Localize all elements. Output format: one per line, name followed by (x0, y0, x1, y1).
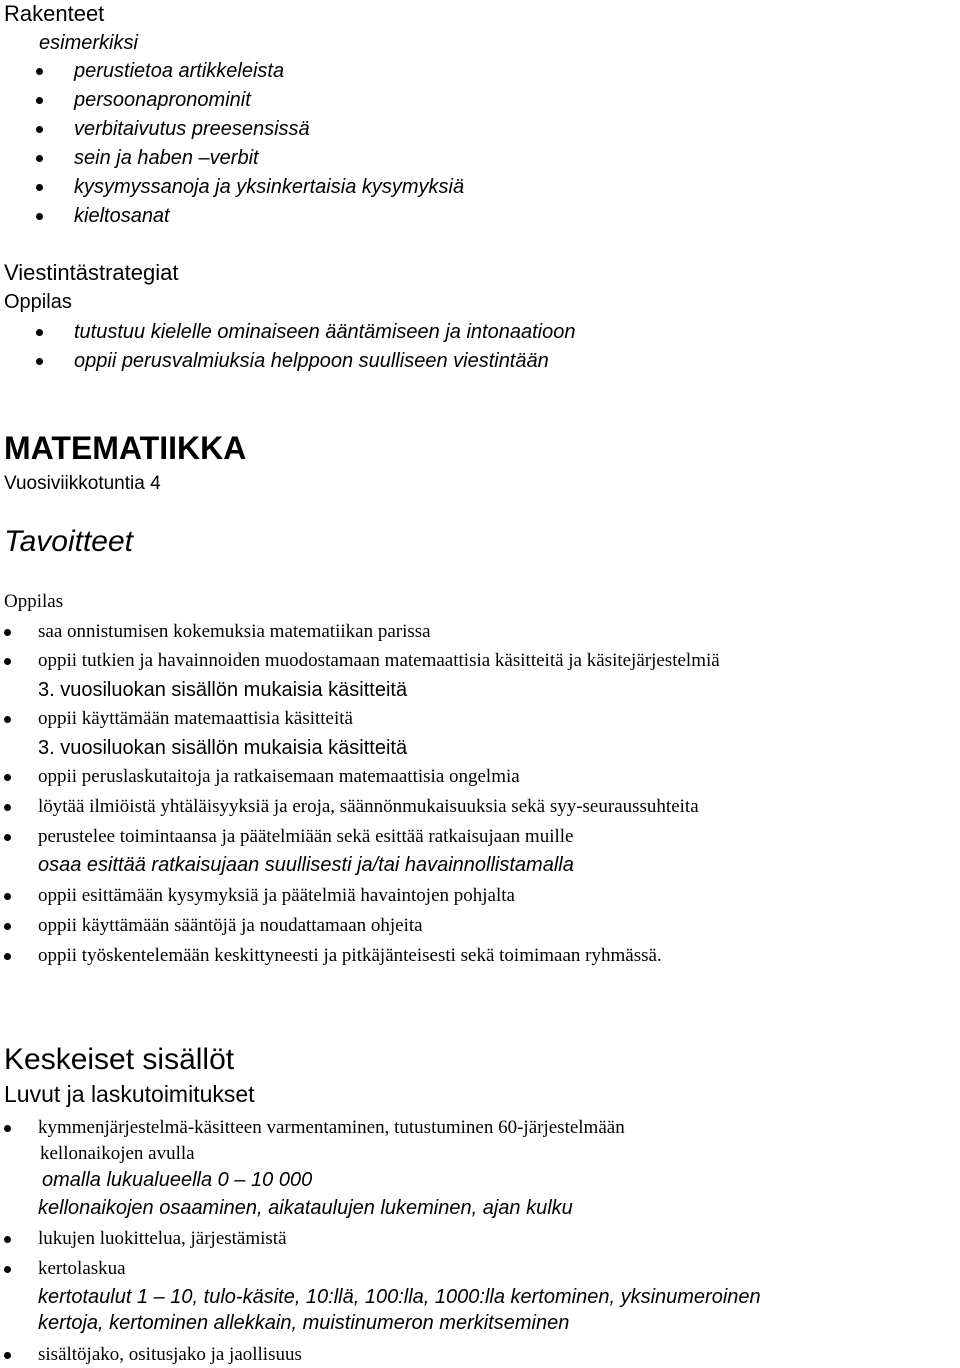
section-heading-tavoitteet: Tavoitteet (4, 525, 133, 558)
bullet-icon (36, 97, 43, 104)
list-item: kysymyssanoja ja yksinkertaisia kysymyksiä (74, 176, 465, 198)
list-note: kellonaikojen avulla (40, 1143, 195, 1164)
bullet-icon (36, 329, 43, 336)
list-item: oppii esittämään kysymyksiä ja päätelmiä havaintojen pohjalta (38, 885, 515, 906)
bullet-icon (4, 953, 11, 960)
list-item: sein ja haben –verbit (74, 147, 259, 169)
list-item: tutustuu kielelle ominaiseen ääntämiseen ja intonaatioon (74, 321, 576, 343)
list-item: verbitaivutus preesensissä (74, 118, 310, 140)
list-note: kellonaikojen osaaminen, aikataulujen lukeminen, ajan kulku (38, 1197, 573, 1219)
page-title: MATEMATIIKKA (4, 430, 247, 466)
section-heading-keskeiset: Keskeiset sisällöt (4, 1043, 235, 1076)
bullet-icon (4, 1236, 11, 1243)
bullet-icon (36, 184, 43, 191)
list-note: 3. vuosiluokan sisällön mukaisia käsitteitä (38, 737, 408, 759)
hours-label: Vuosiviikkotuntia 4 (4, 473, 161, 494)
bullet-icon (4, 923, 11, 930)
list-note: kertotaulut 1 – 10, tulo-käsite, 10:llä, 100:lla, 1000:lla kertominen, yksinumeroinen (38, 1286, 761, 1308)
list-item: oppii työskentelemään keskittyneesti ja pitkäjänteisesti sekä toimimaan ryhmässä. (38, 945, 662, 966)
section-heading-rakenteet: Rakenteet (4, 1, 105, 26)
list-item: saa onnistumisen kokemuksia matematiikan parissa (38, 621, 431, 642)
list-item: perustelee toimintaansa ja päätelmiään sekä esittää ratkaisujaan muille (38, 826, 574, 847)
bullet-icon (36, 213, 43, 220)
tavoitteet-sub: Oppilas (4, 591, 64, 612)
list-item: kymmenjärjestelmä-käsitteen varmentaminen, tutustuminen 60-järjestelmään (38, 1117, 625, 1138)
bullet-icon (36, 358, 43, 365)
bullet-icon (4, 804, 11, 811)
bullet-icon (36, 68, 43, 75)
bullet-icon (4, 1352, 11, 1359)
section-heading-viestinta: Viestintästrategiat (4, 260, 179, 285)
list-item: oppii käyttämään sääntöjä ja noudattamaan ohjeita (38, 915, 423, 936)
list-item: persoonapronominit (74, 89, 251, 111)
bullet-icon (4, 629, 11, 636)
list-item: lukujen luokittelua, järjestämistä (38, 1228, 287, 1249)
list-item: perustietoa artikkeleista (74, 60, 285, 82)
list-item: löytää ilmiöistä yhtäläisyyksiä ja eroja, säännönmukaisuuksia sekä syy-seuraussuhteita (38, 796, 699, 817)
list-note: osaa esittää ratkaisujaan suullisesti ja/tai havainnollistamalla (38, 854, 574, 876)
bullet-icon (4, 716, 11, 723)
list-item: oppii tutkien ja havainnoiden muodostamaan matemaattisia käsitteitä ja käsitejärjestelmiä (38, 650, 720, 671)
list-item: oppii perusvalmiuksia helppoon suulliseen viestintään (74, 350, 549, 372)
bullet-icon (4, 834, 11, 841)
list-item: kertolaskua (38, 1258, 126, 1279)
bullet-icon (4, 1266, 11, 1273)
section-subheading-luvut: Luvut ja laskutoimitukset (4, 1081, 255, 1107)
bullet-icon (4, 658, 11, 665)
list-note: 3. vuosiluokan sisällön mukaisia käsitteitä (38, 679, 408, 701)
list-item: oppii peruslaskutaitoja ja ratkaisemaan matemaattisia ongelmia (38, 766, 520, 787)
bullet-icon (4, 1125, 11, 1132)
list-item: oppii käyttämään matemaattisia käsitteitä (38, 708, 353, 729)
list-note: omalla lukualueella 0 – 10 000 (42, 1169, 313, 1191)
viestinta-sub: Oppilas (4, 291, 72, 313)
bullet-icon (36, 155, 43, 162)
bullet-icon (4, 893, 11, 900)
list-note: kertoja, kertominen allekkain, muistinumeron merkitseminen (38, 1312, 570, 1334)
list-item: kieltosanat (74, 205, 170, 227)
list-item: sisältöjako, ositusjako ja jaollisuus (38, 1344, 302, 1365)
bullet-icon (4, 774, 11, 781)
rakenteet-sub: esimerkiksi (39, 32, 138, 54)
bullet-icon (36, 126, 43, 133)
